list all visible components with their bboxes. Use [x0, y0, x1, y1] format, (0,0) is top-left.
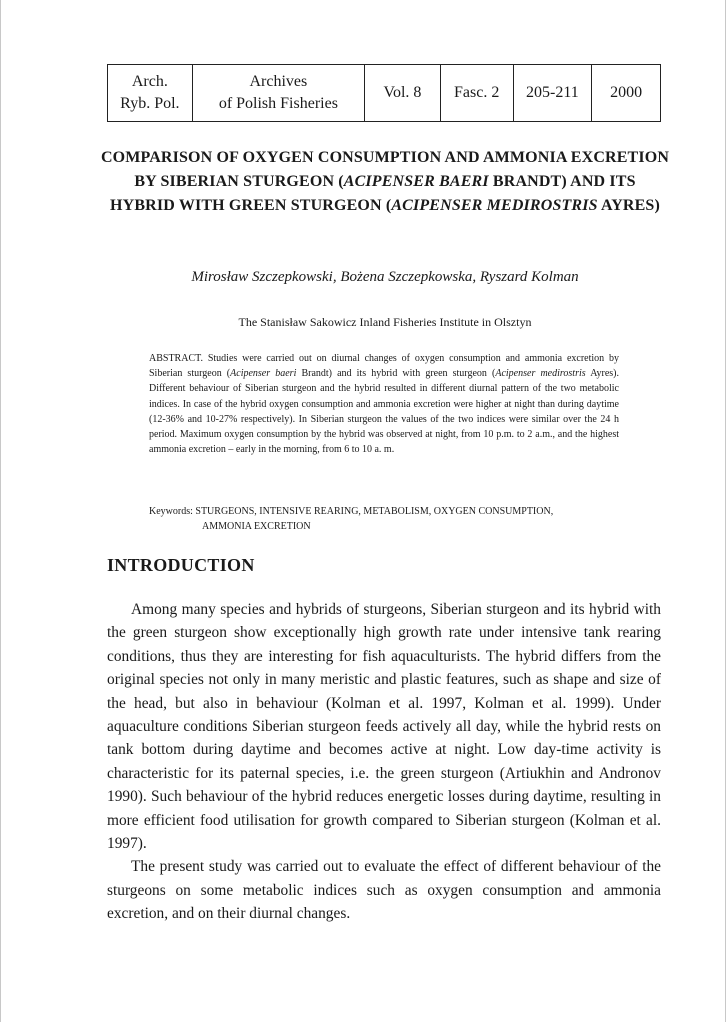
volume-cell — [365, 65, 441, 121]
affiliation: The Stanisław Sakowicz Inland Fisheries Institute in Olsztyn — [238, 315, 532, 329]
introduction-body — [107, 598, 661, 926]
journal-abbr-line2: Ryb. Pol. — [120, 95, 180, 112]
journal-abbr-line1: Arch. — [131, 73, 168, 90]
title-species2: ACIPENSER MEDIROSTRIS — [391, 197, 598, 214]
journal-abbreviation-cell — [108, 65, 193, 121]
paper-title — [100, 146, 670, 218]
keywords — [149, 504, 619, 534]
introduction-heading: INTRODUCTION — [107, 555, 255, 575]
fascicle-cell — [441, 65, 514, 121]
journal-name-line2: of Polish Fisheries — [218, 95, 338, 112]
title-species1: ACIPENSER BAERI — [343, 173, 489, 190]
journal-header-table — [107, 64, 661, 122]
introduction-paragraph-2: The present study was carried out to evaluate the effect of different behaviour of the sturgeons on some metabolic indices such as oxygen consumption and ammonia excretion, and on their diurnal changes. — [107, 858, 661, 923]
journal-name-cell — [193, 65, 365, 121]
pages: 205-211 — [526, 84, 579, 101]
introduction-paragraph-1: Among many species and hybrids of sturgeons, Siberian sturgeon and its hybrid with the green sturgeon show exceptionally high growth rate under intensive tank rearing conditions, thus they are interesting for fish aquaculturists. The hybrid differs from the original species not only in many meristic and plastic features, such as shape and size of the head, but also in behaviour (Kolman et al. 1997, Kolman et al. 1999). Under aquaculture conditions Siberian sturgeon feeds actively all day, while the hybrid rests on tank bottom during daytime and becomes active at night. Low day-time activity is characteristic for its paternal species, i.e. the green sturgeon (Artiukhin and Andronov 1990). Such behaviour of the hybrid reduces energetic losses during daytime, resulting in more efficient food utilisation for growth compared to Siberian sturgeon (Kolman et al. 1997). — [107, 601, 661, 853]
abstract — [149, 351, 619, 457]
abstract-species2: Acipenser medirostris — [495, 368, 586, 380]
abstract-part1: ABSTRACT. Studies were carried out on diurnal changes of oxygen consumption and ammonia excretion by Siberian sturgeon ( — [149, 353, 619, 380]
title-part1: COMPARISON OF OXYGEN CONSUMPTION AND AMMONIA EXCRETION BY SIBERIAN STURGEON ( — [100, 149, 670, 190]
year-cell — [592, 65, 660, 121]
abstract-part3: Ayres). Different behaviour of Siberian sturgeon and the hybrid resulted in different diurnal pattern of the two metabolic indices. In case of the hybrid oxygen consumption and ammonia excretion were higher at night than during daytime (12-36% and 10-27% respectively). In Siberian sturgeon the values of the two indices were similar over the 24 h period. Maximum oxygen consumption by the hybrid was observed at night, from 10 p.m. to 2 a.m., and the highest ammonia excretion – early in the morning, from 6 to 10 a. m. — [149, 368, 619, 456]
abstract-part2: Brandt) and its hybrid with green sturgeon ( — [296, 368, 496, 380]
abstract-species1: Acipenser baeri — [230, 368, 297, 380]
fascicle: Fasc. 2 — [454, 84, 500, 101]
keywords-line1: Keywords: STURGEONS, INTENSIVE REARING, METABOLISM, OXYGEN CONSUMPTION, — [149, 506, 554, 517]
journal-name-line1: Archives — [249, 73, 308, 90]
keywords-line2: AMMONIA EXCRETION — [202, 521, 311, 532]
year: 2000 — [610, 84, 643, 101]
pages-cell — [514, 65, 593, 121]
volume: Vol. 8 — [383, 84, 422, 101]
title-part2: BRANDT) AND ITS HYBRID WITH GREEN STURGEON ( — [110, 173, 636, 214]
title-part3: AYRES) — [597, 197, 660, 214]
authors: Mirosław Szczepkowski, Bożena Szczepkowska, Ryszard Kolman — [191, 269, 579, 285]
